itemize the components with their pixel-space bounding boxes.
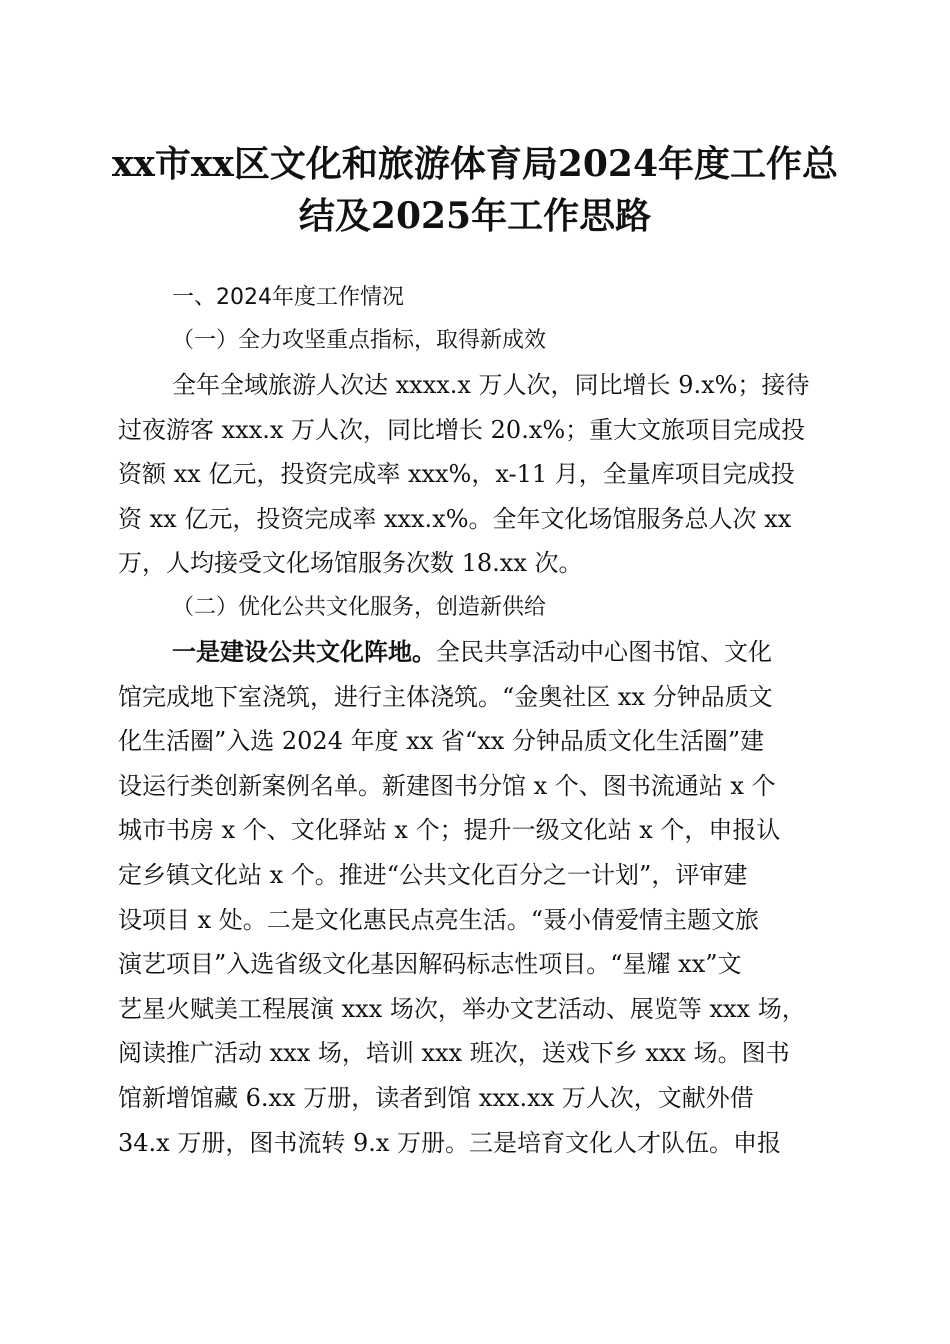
paragraph-line: 艺星火赋美工程展演 xxx 场次，举办文艺活动、展览等 xxx 场，: [118, 994, 806, 1023]
paragraph-line: 资 xx 亿元，投资完成率 xxx.x%。全年文化场馆服务总人次 xx: [118, 504, 792, 533]
paragraph-line: [118, 630, 830, 675]
paragraph: [118, 363, 830, 586]
title-line: xx市xx区文化和旅游体育局2024年度工作总: [111, 143, 839, 185]
document-title: [110, 138, 840, 242]
paragraph-line: 馆新增馆藏 6.xx 万册，读者到馆 xxx.xx 万人次，文献外借: [118, 1083, 754, 1112]
paragraph-line: 城市书房 x 个、文化驿站 x 个；提升一级文化站 x 个，申报认: [118, 816, 781, 845]
paragraph-line: 全年全域旅游人次达 xxxx.x 万人次，同比增长 9.x%；接待: [172, 371, 810, 399]
subsection-heading: （二）优化公共文化服务，创造新供给: [172, 595, 547, 620]
paragraph-line: 万，人均接受文化场馆服务次数 18.xx 次。: [118, 549, 583, 578]
paragraph-line: 阅读推广活动 xxx 场，培训 xxx 班次，送戏下乡 xxx 场。图书: [118, 1039, 790, 1068]
paragraph-line: 34.x 万册，图书流转 9.x 万册。三是培育文化人才队伍。申报: [118, 1128, 782, 1157]
subsection-heading: （一）全力攻坚重点指标，取得新成效: [172, 328, 547, 353]
paragraph-line: 演艺项目”入选省级文化基因解码标志性项目。“星耀 xx”文: [118, 950, 742, 979]
paragraph-line: 设运行类创新案例名单。新建图书分馆 x 个、图书流通站 x 个: [118, 771, 776, 800]
title-line: 结及2025年工作思路: [298, 195, 652, 237]
paragraph-line: 定乡镇文化站 x 个。推进“公共文化百分之一计划”，评审建: [118, 860, 748, 889]
paragraph-line: 过夜游客 xxx.x 万人次，同比增长 20.x%；重大文旅项目完成投: [118, 415, 806, 444]
paragraph-line: 设项目 x 处。二是文化惠民点亮生活。“聂小倩爱情主题文旅: [118, 905, 760, 934]
section-heading: 一、2024年度工作情况: [172, 285, 404, 310]
paragraph-line: 资额 xx 亿元，投资完成率 xxx%，x-11 月，全量库项目完成投: [118, 460, 795, 489]
paragraph-line: 馆完成地下室浇筑，进行主体浇筑。“金奥社区 xx 分钟品质文: [118, 682, 773, 711]
paragraph-line-text: 全民共享活动中心图书馆、文化: [436, 638, 772, 666]
paragraph-line: 化生活圈”入选 2024 年度 xx 省“xx 分钟品质文化生活圈”建: [118, 727, 765, 756]
paragraph: [118, 630, 830, 1165]
paragraph-lead: 一是建设公共文化阵地。: [172, 637, 436, 666]
